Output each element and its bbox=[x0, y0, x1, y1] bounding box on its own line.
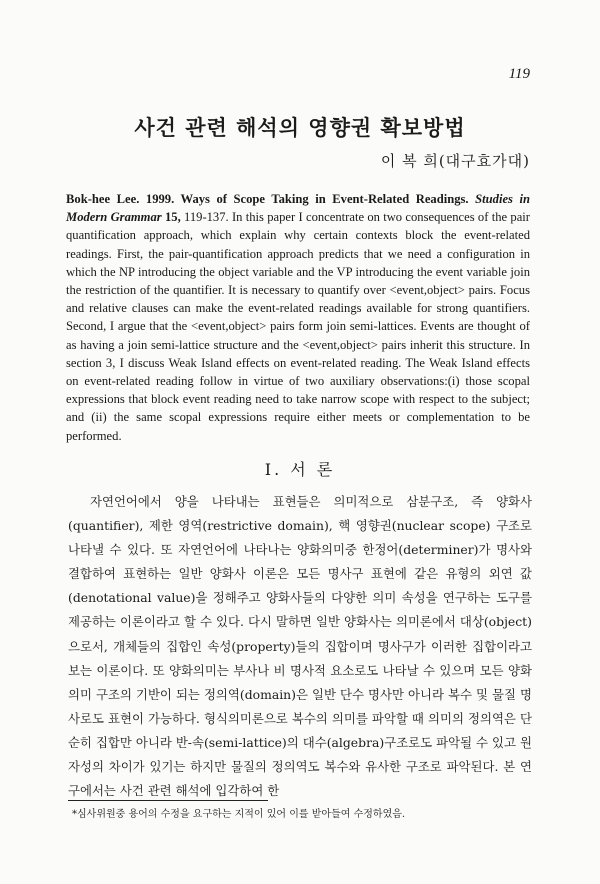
body-text bbox=[68, 490, 532, 803]
footnote: *심사위원중 용어의 수정을 요구하는 지적이 있어 이를 받아들여 수정하였음. bbox=[72, 809, 406, 820]
section-heading: I. 서 론 bbox=[264, 460, 336, 479]
body-paragraph: 자연언어에서 양을 나타내는 표현들은 의미적으로 삼분구조, 즉 양화사(quantifier), 제한 영역(restrictive domain), 핵 영향권(nuclear scope) 구조로 나타낼 수 있다. 또 자연언어에 나타나는 양화의미중 한정어(determiner)가 명사와 결합하여 표현하는 일반 양화사 이론은 모든 명사구 표현에 같은 유형의 외연 값(denotational value)을 정해주고 양화사들의 다양한 의미 속성을 연구하는 도구를 제공하는 이론이라고 할 수 있다. 다시 말하면 일반 양화사는 의미론에서 대상(object)으로서, 개체들의 집합인 속성(property)들의 집합이며 명사구가 이러한 집합이라고 보는 이론이다. 또 양화의미는 부사나 비 명사적 요소로도 나타날 수 있으며 모든 양화의미 구조의 기반이 되는 정의역(domain)은 일반 단수 명사만 아니라 복수 및 물질 명사로도 표현이 가능하다. 형식의미론으로 복수의 의미를 파악할 때 의미의 정의역은 단순히 집합만 아니라 반-속(semi-lattice)의 대수(algebra)구조로도 파악될 수 있고 원자성의 차이가 있기는 하지만 물질의 정의역도 복수와 유사한 구조로 파악된다. 본 연구에서는 사건 관련 해석에 입각하여 한 bbox=[68, 494, 532, 799]
page-title: 사건 관련 해석의 영향권 확보방법 bbox=[134, 115, 466, 140]
abstract-text: 119-137. In this paper I concentrate on two consequences of the pair quantification approach, which explain why certain contexts block the event-related readings. First, the pair-quantification approach predicts that we need a configuration in which the NP introducing the object variable and the VP introducing the event variable join the restriction of the quantifier. It is necessary to quantify over <event,object> pairs. Focus and relative clauses can make the event-related readings available for strong quantifiers. Second, I argue that the <event,object> pairs form join semi-lattices. Events are thought of as having a join semi-lattice structure and the <event,object> pairs inherit this structure. In section 3, I discuss Weak Island effects on event-related reading. The Weak Island effects on event-related reading follow in virtue of two auxiliary observations:(i) those scopal expressions that block event reading need to take narrow scope with respect to the subject; and (ii) the same scopal expressions require either meets or complementation to be performed. bbox=[66, 210, 530, 443]
abstract bbox=[66, 190, 530, 445]
abstract-volume: 15, bbox=[164, 210, 181, 225]
abstract-citation-title: Bok-hee Lee. 1999. Ways of Scope Taking in Event-Related Readings. bbox=[66, 192, 469, 206]
page-number: 119 bbox=[508, 66, 530, 82]
footnote-divider bbox=[68, 800, 268, 801]
author-affiliation: 이 복 희(대구효가대) bbox=[380, 152, 530, 170]
abstract-journal: Studies in Modern Grammar bbox=[66, 192, 530, 225]
